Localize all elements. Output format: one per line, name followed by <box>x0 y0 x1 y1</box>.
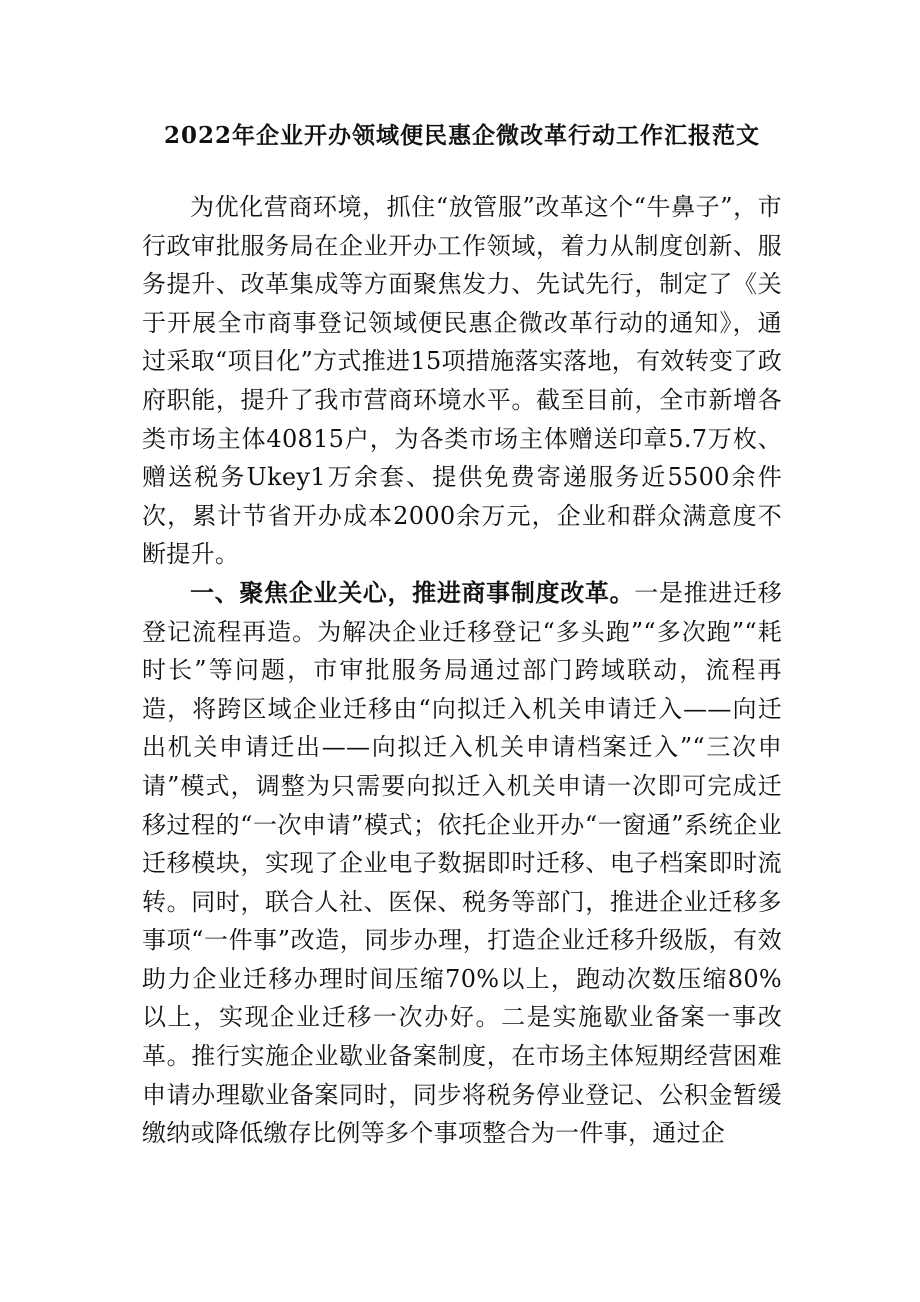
section-one-heading: 一、聚焦企业关心，推进商事制度改革。 <box>190 577 635 607</box>
document-body <box>142 188 782 1153</box>
intro-paragraph: 为优化营商环境，抓住“放管服”改革这个“牛鼻子”，市行政审批服务局在企业开办工作领域，着力从制度创新、服务提升、改革集成等方面聚焦发力、先试先行，制定了《关于开展全市商事登记领域便民惠企微改革行动的通知》，通过采取“项目化”方式推进15项措施落实落地，有效转变了政府职能，提升了我市营商环境水平。截至目前，全市新增各类市场主体40815户，为各类市场主体赠送印章5.7万枚、赠送税务Ukey1万余套、提供免费寄递服务近5500余件次，累计节省开办成本2000余万元，企业和群众满意度不断提升。 <box>142 193 782 569</box>
section-one-body: 一是推进迁移登记流程再造。为解决企业迁移登记“多头跑”“多次跑”“耗时长”等问题，市审批服务局通过部门跨域联动，流程再造，将跨区域企业迁移由“向拟迁入机关申请迁入——向迁出机关申请迁出——向拟迁入机关申请档案迁入”“三次申请”模式，调整为只需要向拟迁入机关申请一次即可完成迁移过程的“一次申请”模式；依托企业开办“一窗通”系统企业迁移模块，实现了企业电子数据即时迁移、电子档案即时流转。同时，联合人社、医保、税务等部门，推进企业迁移多事项“一件事”改造，同步办理，打造企业迁移升级版，有效助力企业迁移办理时间压缩70%以上，跑动次数压缩80%以上，实现企业迁移一次办好。二是实施歇业备案一事改革。推行实施企业歇业备案制度，在市场主体短期经营困难申请办理歇业备案同时，同步将税务停业登记、公积金暂缓缴纳或降低缴存比例等多个事项整合为一件事，通过企 <box>142 578 782 1148</box>
section-one-paragraph <box>142 574 782 1153</box>
document-title: 2022年企业开办领域便民惠企微改革行动工作汇报范文 <box>163 122 760 149</box>
